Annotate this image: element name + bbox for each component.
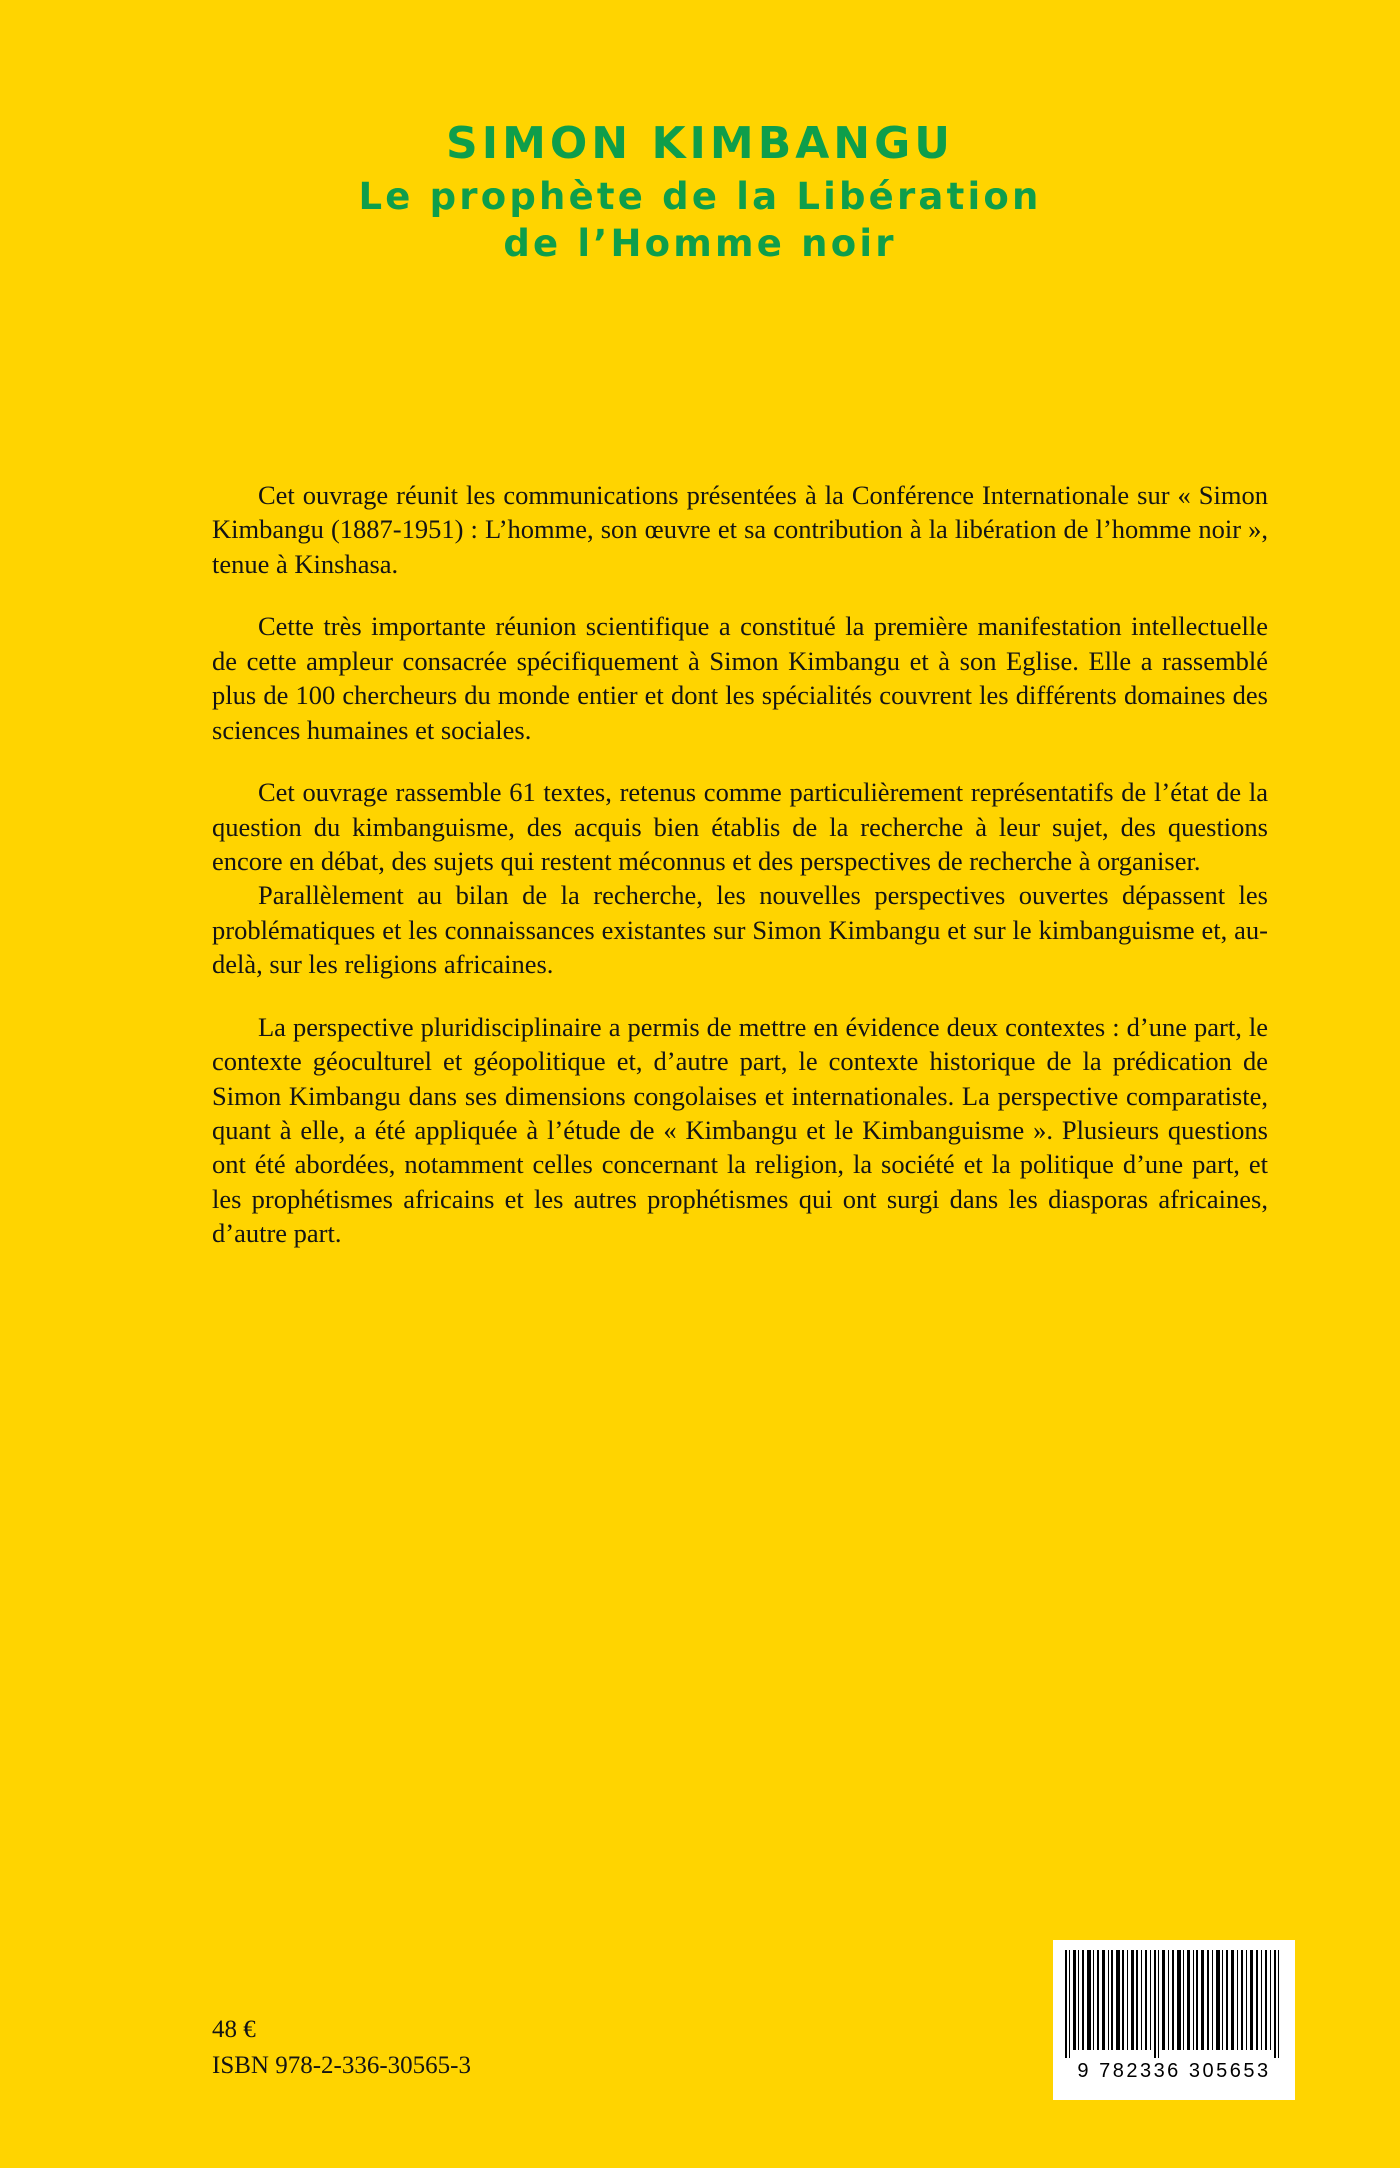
- footer-info: [212, 2012, 471, 2085]
- blurb-paragraph-1: Cet ouvrage réunit les communications présentées à la Conférence Internationale sur « Simon Kimbangu (1887-1951) : L’homme, son œuvre et sa contribution à la libération de l’homme noir », tenue à Kinshasa.: [212, 480, 1268, 579]
- title-block: [0, 118, 1400, 267]
- price-label: 48 €: [212, 2015, 256, 2043]
- page-subtitle-line-2: de l’Homme noir: [503, 221, 897, 265]
- blurb-text: [212, 478, 1268, 1251]
- barcode-digits: 9 782336 305653: [1077, 2060, 1271, 2082]
- barcode-icon: [1053, 1940, 1295, 2100]
- page-subtitle-line-1: Le prophète de la Libération: [358, 174, 1042, 218]
- blurb-paragraph-4: Parallèlement au bilan de la recherche, les nouvelles perspectives ouvertes dépassent les problématiques et les connaissances existantes sur Simon Kimbangu et sur le kimbanguisme et, au-delà, sur les religions africaines.: [212, 880, 1268, 980]
- isbn-label: ISBN 978-2-336-30565-3: [212, 2051, 472, 2079]
- blurb-paragraph-5: La perspective pluridisciplinaire a permis de mettre en évidence deux contextes : d’une part, le contexte géoculturel et géopolitique et, d’autre part, le contexte historique de la prédication de Simon Kimbangu dans ses dimensions congolaises et internationales. La perspective comparatiste, quant à elle, a été appliquée à l’étude de « Kimbangu et le Kimbanguisme ». Plusieurs questions ont été abordées, notamment celles concernant la religion, la société et la politique d’une part, et les prophétismes africains et les autres prophétismes qui ont surgi dans les diasporas africaines, d’autre part.: [212, 1011, 1268, 1249]
- blurb-paragraph-2: Cette très importante réunion scientifique a constitué la première manifestation intellectuelle de cette ampleur consacrée spécifiquement à Simon Kimbangu et à son Eglise. Elle a rassemblé plus de 100 chercheurs du monde entier et dont les spécialités couvrent les différents domaines des sciences humaines et sociales.: [212, 611, 1268, 745]
- barcode-bars-graphic: [1065, 1950, 1283, 2058]
- page-title: SIMON KIMBANGU: [446, 118, 954, 169]
- blurb-paragraph-3: Cet ouvrage rassemble 61 textes, retenus comme particulièrement représentatifs de l’état de la question du kimbanguisme, des acquis bien établis de la recherche à leur sujet, des questions encore en débat, des sujets qui restent méconnus et des perspectives de recherche à organiser.: [212, 777, 1268, 876]
